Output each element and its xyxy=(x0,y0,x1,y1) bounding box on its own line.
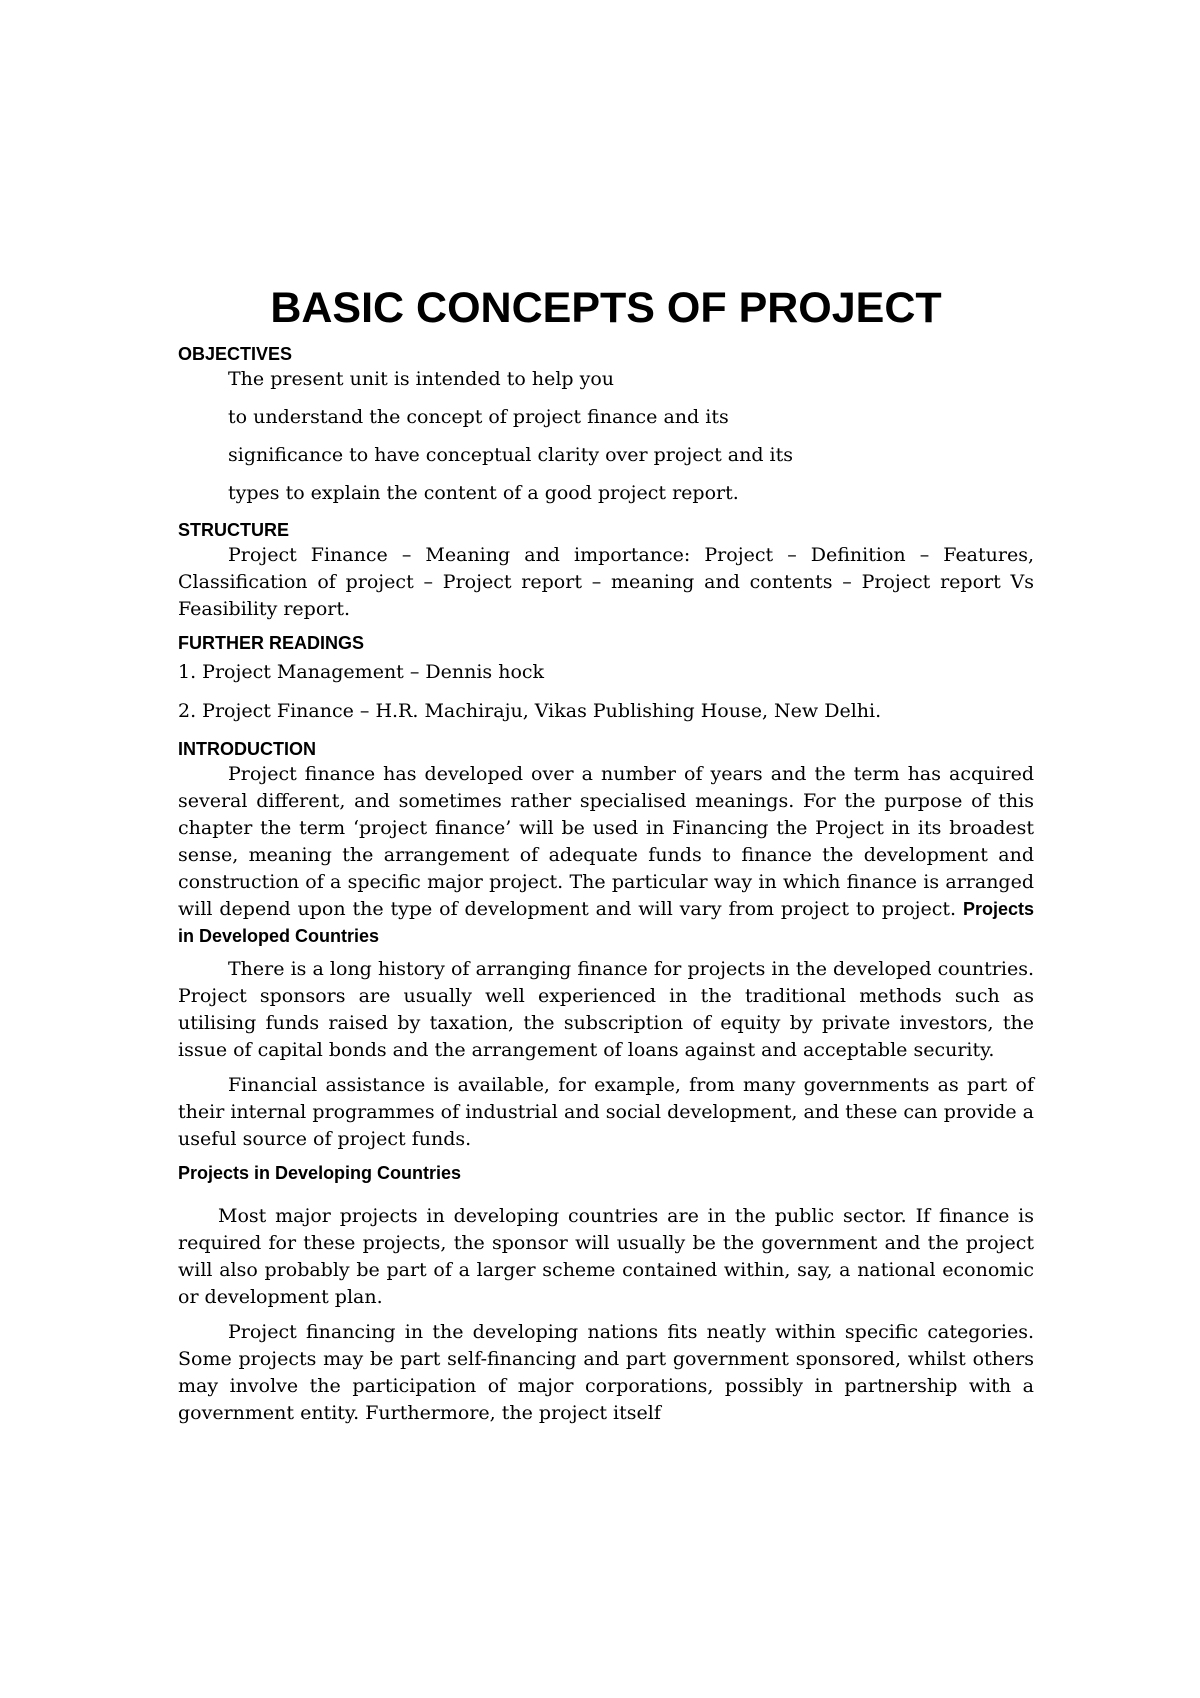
introduction-text: Project finance has developed over a number of years and the term has acquired several different, and sometimes rather specialised meanings. For the purpose of this chapter the term ‘project finance’ will be used in Financing the Project in its broadest sense, meaning the arrangement of adequate funds to finance the development and construction of a specific major project. The particular way in which finance is arranged will depend upon the type of development and will vary from project to project. xyxy=(178,763,1034,920)
developed-paragraph: There is a long history of arranging finance for projects in the developed countries. Project sponsors are usually well experienced in the traditional methods such as utilising funds raised by taxation, the subscription of equity by private investors, the issue of capital bonds and the arrangement of loans against and acceptable security. xyxy=(178,958,1034,1061)
structure-heading: STRUCTURE xyxy=(178,520,289,540)
objectives-line: to understand the concept of project finance and its xyxy=(228,406,729,428)
objectives-line: The present unit is intended to help you xyxy=(228,368,615,390)
introduction-paragraph xyxy=(178,761,1034,950)
developed-countries-heading: Projects in Developed Countries xyxy=(178,899,1034,946)
structure-text: Project Finance – Meaning and importance: Project – Definition – Features, Classification of project – Project report – meaning and contents – Project report Vs Feasibility report. xyxy=(178,544,1034,620)
developing-countries-heading: Projects in Developing Countries xyxy=(178,1163,462,1183)
developing-paragraph: Most major projects in developing countries are in the public sector. If finance is required for these projects, the sponsor will usually be the government and the project will also probably be part of a larger scheme contained within, say, a national economic or development plan. xyxy=(178,1205,1034,1308)
objectives-line: types to explain the content of a good project report. xyxy=(228,482,739,504)
objectives-heading: OBJECTIVES xyxy=(178,344,293,364)
developing-paragraph: Project financing in the developing nations fits neatly within specific categories. Some projects may be part self-financing and part government sponsored, whilst others may involve the participation of major corporations, possibly in partnership with a government entity. Furthermore, the project itself xyxy=(178,1321,1034,1424)
document-page xyxy=(178,282,1034,1433)
further-readings-list xyxy=(178,659,1034,725)
objectives-line: significance to have conceptual clarity over project and its xyxy=(228,444,793,466)
document-title: BASIC CONCEPTS OF PROJECT xyxy=(270,284,942,332)
further-readings-heading: FURTHER READINGS xyxy=(178,633,365,653)
introduction-heading: INTRODUCTION xyxy=(178,739,316,759)
reading-item: 1. Project Management – Dennis hock xyxy=(178,661,545,683)
developed-paragraph: Financial assistance is available, for example, from many governments as part of their internal programmes of industrial and social development, and these can provide a useful source of project funds. xyxy=(178,1074,1034,1150)
reading-item: 2. Project Finance – H.R. Machiraju, Vikas Publishing House, New Delhi. xyxy=(178,700,882,722)
